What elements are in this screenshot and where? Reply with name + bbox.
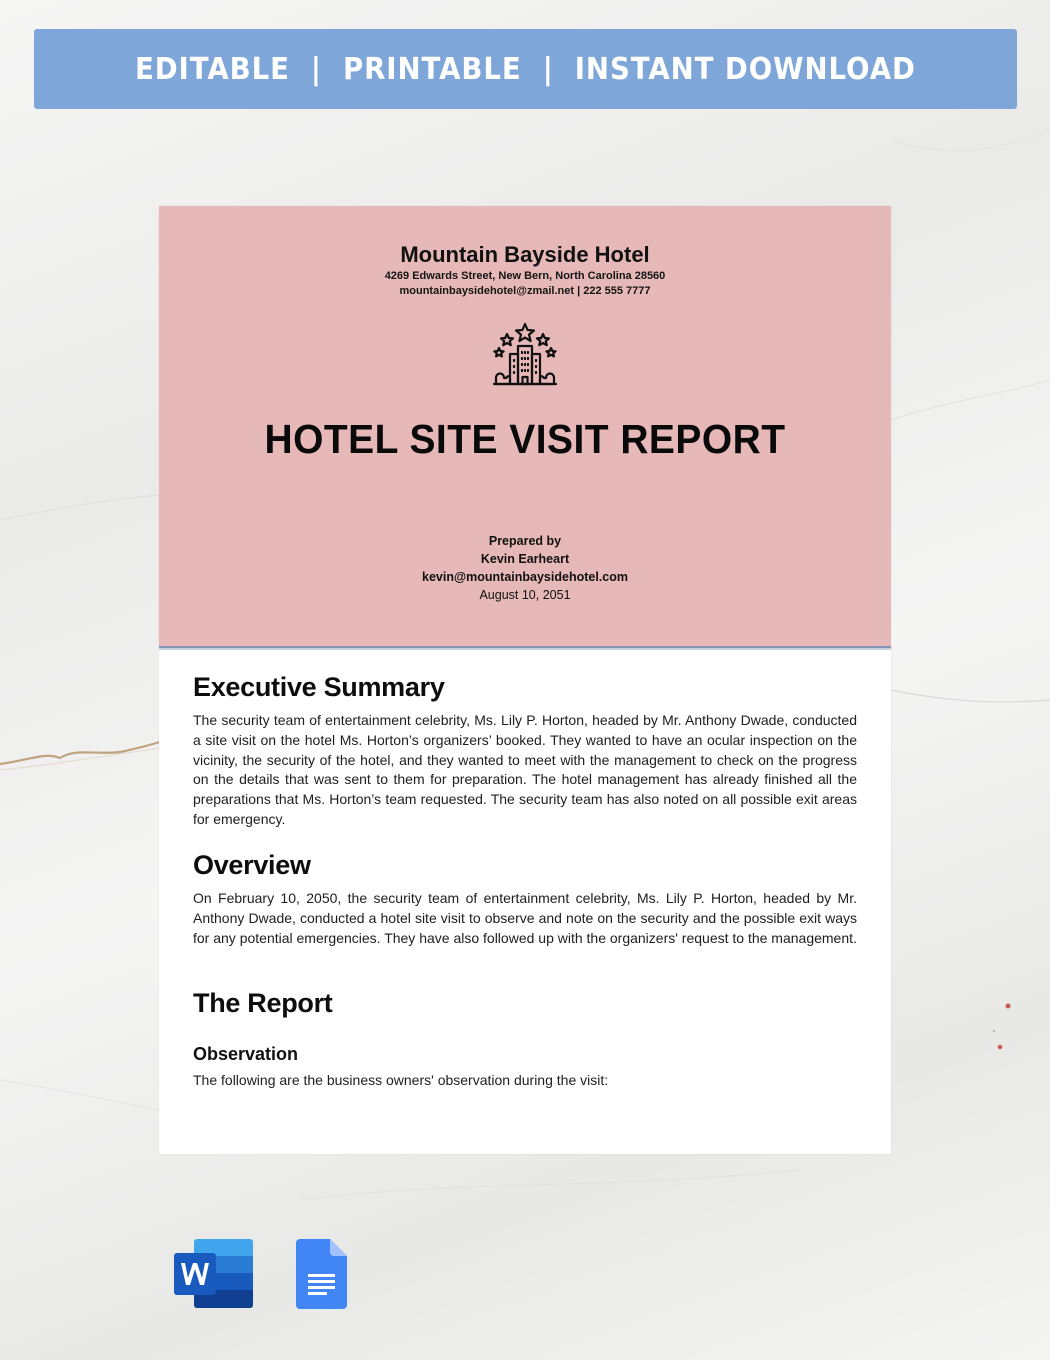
executive-summary-section xyxy=(193,672,857,830)
the-report-heading: The Report xyxy=(193,988,333,1018)
report-title: HOTEL SITE VISIT REPORT xyxy=(264,416,786,462)
the-report-section xyxy=(193,988,857,1027)
author-email: kevin@mountainbaysidehotel.com xyxy=(422,570,628,584)
cover-divider xyxy=(159,646,891,650)
hotel-five-stars-icon xyxy=(492,322,558,388)
observation-heading: Observation xyxy=(193,1044,299,1064)
prepared-by-block xyxy=(159,532,891,604)
hotel-contact: mountainbaysidehotel@zmail.net | 222 555 7777 xyxy=(399,285,651,297)
google-docs-icon xyxy=(296,1238,348,1310)
executive-summary-heading: Executive Summary xyxy=(193,672,445,702)
overview-heading: Overview xyxy=(193,850,311,880)
promo-banner xyxy=(34,29,1017,109)
overview-section xyxy=(193,850,857,948)
overview-body: On February 10, 2050, the security team of entertainment celebrity, Ms. Lily P. Horton, headed by Mr. Anthony Dwade, conducted a hotel site visit to observe and note on the security and the possible exit ways for any potential emergencies. They have also followed up with the organizers' request to the management. xyxy=(193,890,857,946)
prepared-by-label: Prepared by xyxy=(488,534,562,548)
word-icon xyxy=(174,1238,254,1310)
hotel-address: 4269 Edwards Street, New Bern, North Carolina 28560 xyxy=(384,270,666,282)
cover-section xyxy=(159,206,891,646)
hotel-name: Mountain Bayside Hotel xyxy=(400,242,650,267)
executive-summary-body: The security team of entertainment celebrity, Ms. Lily P. Horton, headed by Mr. Anthony Dwade, conducted a site visit on the hotel Ms. Horton’s organizers’ booked. They wanted to have an ocular inspection on the vicinity, the security of the hotel, and they wanted to meet with the management to check on the progress on the details that was sent to them for preparation. The hotel management has already finished all the preparations that Ms. Horton’s team requested. The security team has also noted on all possible exit areas for emergency. xyxy=(193,712,857,827)
observation-subsection xyxy=(193,1044,857,1091)
document-page xyxy=(159,206,891,1154)
banner-text: EDITABLE | PRINTABLE | INSTANT DOWNLOAD xyxy=(135,51,916,87)
observation-body: The following are the business owners' observation during the visit: xyxy=(193,1072,609,1088)
author-name: Kevin Earheart xyxy=(480,552,570,566)
report-date: August 10, 2051 xyxy=(479,588,571,602)
